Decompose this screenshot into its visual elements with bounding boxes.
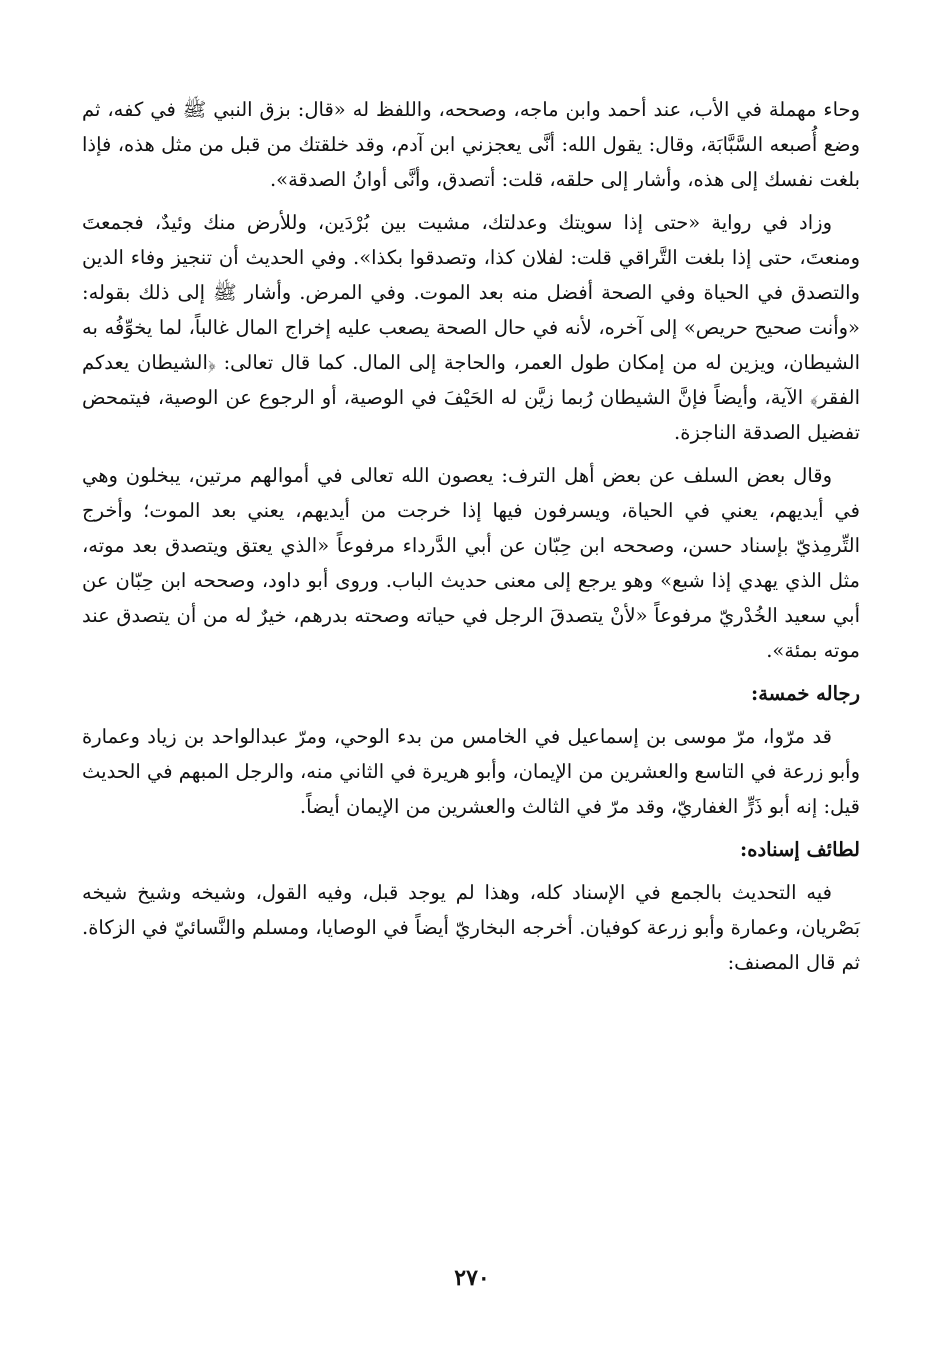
paragraph-salaf-sayings: وقال بعض السلف عن بعض أهل الترف: يعصون الله تعالى في أموالهم مرتين، يبخلون وهي في أيديهم، يعني في الحياة، ويسرفون فيها إذا خرجت من أيديهم، يعني بعد الموت؛ وأخرج التِّرمِذيّ بإسناد حسن، وصححه ابن حِبّان عن أبي الدَّرداء مرفوعاً «الذي يعتق ويتصدق بعد موته، مثل الذي يهدي إذا شبع» وهو يرجع إلى معنى حديث الباب. وروى أبو داود، وصححه ابن حِبّان عن أبي سعيد الخُدْريّ مرفوعاً «لأنْ يتصدقَ الرجل في حياته وصحته بدرهم، خيرٌ له من أن يتصدق عند موته بمئة». — [82, 464, 860, 662]
paragraph-narrators: قد مرّوا، مرّ موسى بن إسماعيل في الخامس من بدء الوحي، ومرّ عبدالواحد بن زياد وعمارة وأبو زرعة في التاسع والعشرين من الإيمان، وأبو هريرة في الثاني منه، والرجل المبهم في الحديث قيل: إنه أبو ذَرٍّ الغفاريّ، وقد مرّ في الثالث والعشرين من الإيمان أيضاً. — [82, 725, 860, 818]
page-content — [82, 92, 860, 988]
heading-narrators: رجاله خمسة: — [751, 682, 860, 705]
page-number: ٢٧٠ — [454, 1265, 490, 1291]
paragraph-additional-narration: وزاد في رواية «حتى إذا سويتك وعدلتك، مشيت بين بُرْدَين، وللأرض منك وئيدٌ، فجمعتَ ومنعتَ، حتى إذا بلغت التَّراقي قلت: لفلان كذا، وتصدقوا بكذا». وفي الحديث أن تنجيز وفاء الدين والتصدق في الحياة وفي الصحة أفضل منه بعد الموت. وفي المرض. وأشار ﷺ إلى ذلك بقوله: «وأنت صحيح حريص» إلى آخره، لأنه في حال الصحة يصعب عليه إخراج المال غالباً، لما يخوِّفُه به الشيطان، ويزين له من إمكان طول العمر، والحاجة إلى المال. كما قال تعالى: ﴿الشيطان يعدكم الفقر﴾ الآية، وأيضاً فإنَّ الشيطان رُبما زيَّن له الحَيْفَ في الوصية، أو الرجوع عن الوصية، فيتمحض تفضيل الصدقة الناجزة. — [82, 211, 860, 444]
heading-isnad-subtleties: لطائف إسناده: — [740, 838, 860, 861]
paragraph-isnad-subtleties: فيه التحديث بالجمع في الإسناد كله، وهذا لم يوجد قبل، وفيه القول، وشيخه وشيخ شيخه بَصْريان، وعمارة وأبو زرعة كوفيان. أخرجه البخاريّ أيضاً في الوصايا، ومسلم والنَّسائيّ في الزكاة. ثم قال المصنف: — [82, 881, 860, 974]
paragraph-hadith-text: وحاء مهملة في الأب، عند أحمد وابن ماجه، وصححه، واللفظ له «قال: بزق النبي ﷺ في كفه، ثم وضع أُصبعه السَّبَّابَة، وقال: يقول الله: أنَّى يعجزني ابن آدم، وقد خلقتك من قبل من مثل هذه، فإذا بلغت نفسك إلى هذه، وأشار إلى حلقه، قلت: أتصدق، وأنَّى أوانُ الصدقة». — [82, 98, 860, 191]
